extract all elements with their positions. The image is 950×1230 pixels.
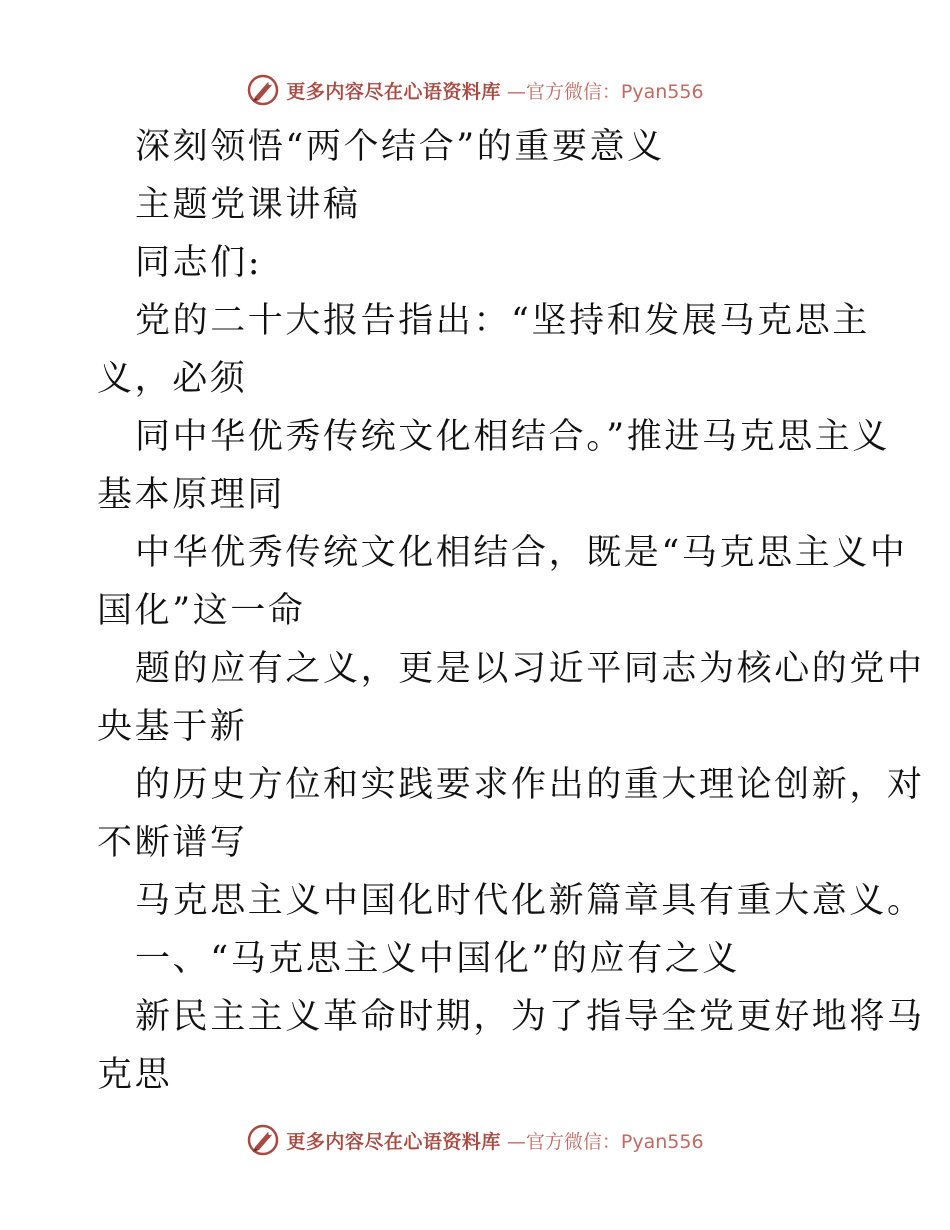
document-body: [97, 118, 925, 1104]
watermark-wechat-text: —官方微信：Pyan556: [506, 1130, 704, 1153]
text-line: 同中华优秀传统文化相结合。”推进马克思主义: [135, 417, 890, 457]
pen-logo-icon: [246, 1123, 280, 1157]
watermark-footer: [0, 1120, 950, 1160]
text-line: 同志们:: [135, 243, 263, 283]
text-line: 中华优秀传统文化相结合，既是“马克思主义中: [135, 533, 908, 573]
pen-logo-icon: [246, 73, 280, 107]
text-line: 题的应有之义，更是以习近平同志为核心的党中: [135, 649, 925, 689]
text-line: 马克思主义中国化时代化新篇章具有重大意义。: [135, 881, 925, 921]
watermark-group: [246, 1123, 703, 1157]
text-line: 的历史方位和实践要求作出的重大理论创新，对: [135, 765, 925, 805]
text-line: 不断谱写: [97, 823, 248, 863]
watermark-wechat-text: —官方微信：Pyan556: [506, 80, 704, 103]
watermark-header: [0, 70, 950, 110]
text-line: 主题党课讲稿: [135, 185, 361, 225]
watermark-group: [246, 73, 703, 107]
text-line: 深刻领悟“两个结合”的重要意义: [135, 127, 665, 167]
text-line: 义，必须: [97, 359, 248, 399]
watermark-main-text: 更多内容尽在心语资料库: [286, 80, 501, 103]
text-line: 基本原理同: [97, 475, 286, 515]
text-line: 克思: [97, 1055, 173, 1095]
text-line: 国化”这一命: [97, 591, 306, 631]
watermark-main-text: 更多内容尽在心语资料库: [286, 1130, 501, 1153]
text-line: 新民主主义革命时期，为了指导全党更好地将马: [135, 997, 925, 1037]
text-line: 一、“马克思主义中国化”的应有之义: [135, 939, 740, 979]
text-line: 党的二十大报告指出：“坚持和发展马克思主: [135, 301, 870, 341]
text-line: 央基于新: [97, 707, 248, 747]
